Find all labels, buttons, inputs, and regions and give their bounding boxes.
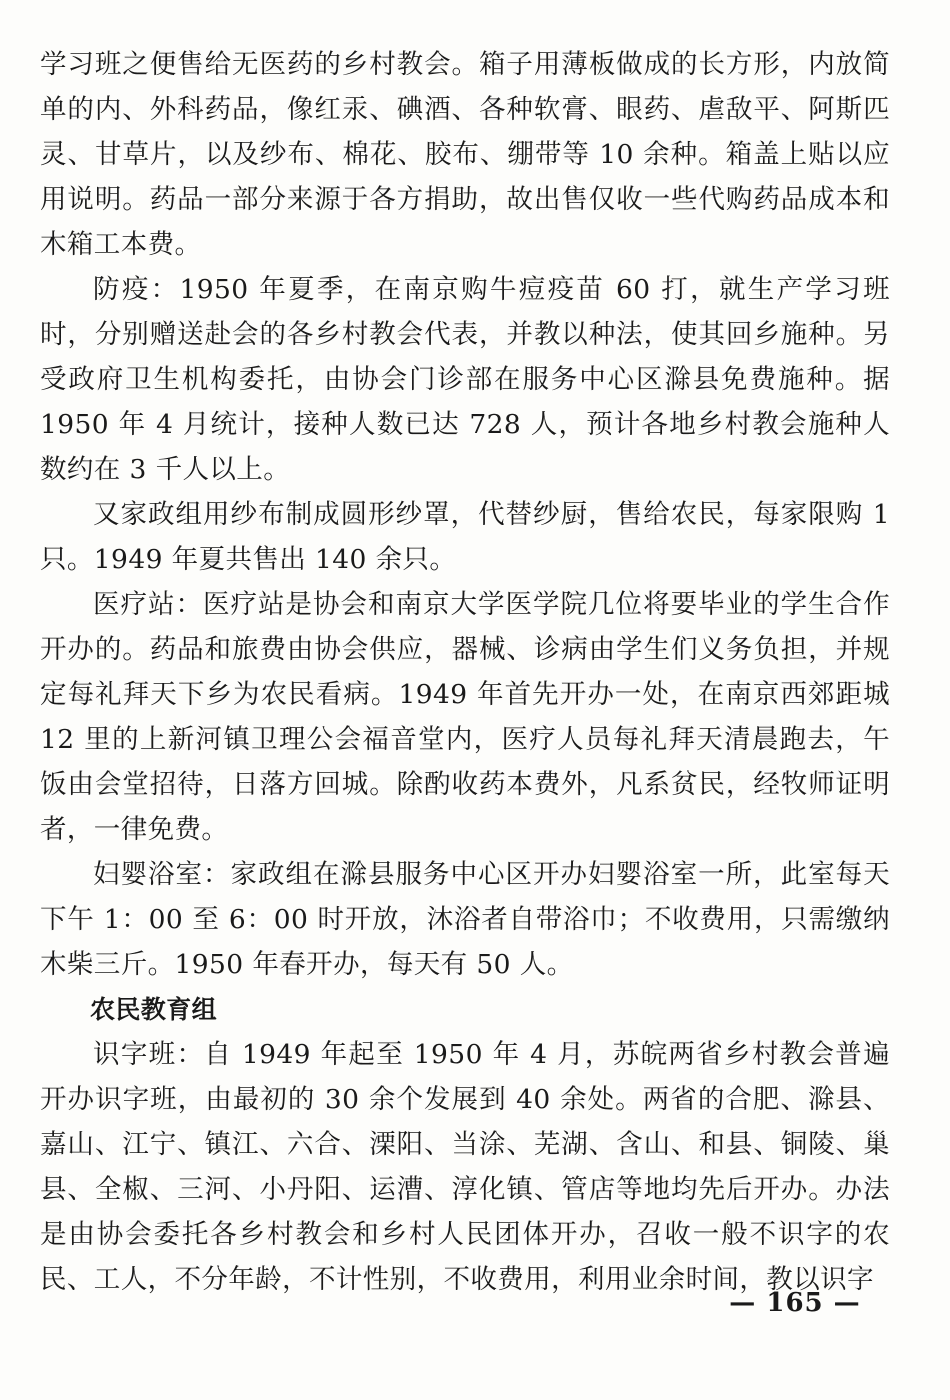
- paragraph-medical-station: 医疗站：医疗站是协会和南京大学医学院几位将要毕业的学生合作开办的。药品和旅费由协会供应，器械、诊病由学生们义务负担，并规定每礼拜天下乡为农民看病。1949 年首先开办一处，在南京西郊距城 12 里的上新河镇卫理公会福音堂内，医疗人员每礼拜天清晨跑去，午饭由会堂招待，日落方回城。除酌收药本费外，凡系贫民，经牧师证明者，一律免费。: [40, 589, 890, 845]
- paragraph-gauze-covers: 又家政组用纱布制成圆形纱罩，代替纱厨，售给农民，每家限购 1 只。1949 年夏共售出 140 余只。: [40, 499, 890, 575]
- page-number: — 165 —: [729, 1288, 861, 1318]
- paragraph-bathing-room: 妇婴浴室：家政组在滁县服务中心区开办妇婴浴室一所，此室每天下午 1：00 至 6：00 时开放，沐浴者自带浴巾；不收费用，只需缴纳木柴三斤。1950 年春开办，每天有 50 人。: [40, 859, 890, 980]
- section-heading: 农民教育组: [90, 995, 218, 1024]
- body-text: [40, 42, 890, 1302]
- paragraph-literacy-class: 识字班：自 1949 年起至 1950 年 4 月，苏皖两省乡村教会普遍开办识字班，由最初的 30 余个发展到 40 余处。两省的合肥、滁县、嘉山、江宁、镇江、六合、溧阳、当涂、芜湖、含山、和县、铜陵、巢县、全椒、三河、小丹阳、运漕、淳化镇、管店等地均先后开办。办法是由协会委托各乡村教会和乡村人民团体开办，召收一般不识字的农民、工人，不分年龄，不计性别，不收费用，利用业余时间，教以识字: [40, 1039, 890, 1295]
- paragraph-epidemic-prevention: 防疫：1950 年夏季，在南京购牛痘疫苗 60 打，就生产学习班时，分别赠送赴会的各乡村教会代表，并教以种法，使其回乡施种。另受政府卫生机构委托，由协会门诊部在服务中心区滁县免费施种。据 1950 年 4 月统计，接种人数已达 728 人，预计各地乡村教会施种人数约在 3 千人以上。: [40, 274, 890, 485]
- paragraph-continuation: 学习班之便售给无医药的乡村教会。箱子用薄板做成的长方形，内放简单的内、外科药品，像红汞、碘酒、各种软膏、眼药、虐敌平、阿斯匹灵、甘草片，以及纱布、棉花、胶布、绷带等 10 余种。箱盖上贴以应用说明。药品一部分来源于各方捐助，故出售仅收一些代购药品成本和木箱工本费。: [40, 49, 890, 260]
